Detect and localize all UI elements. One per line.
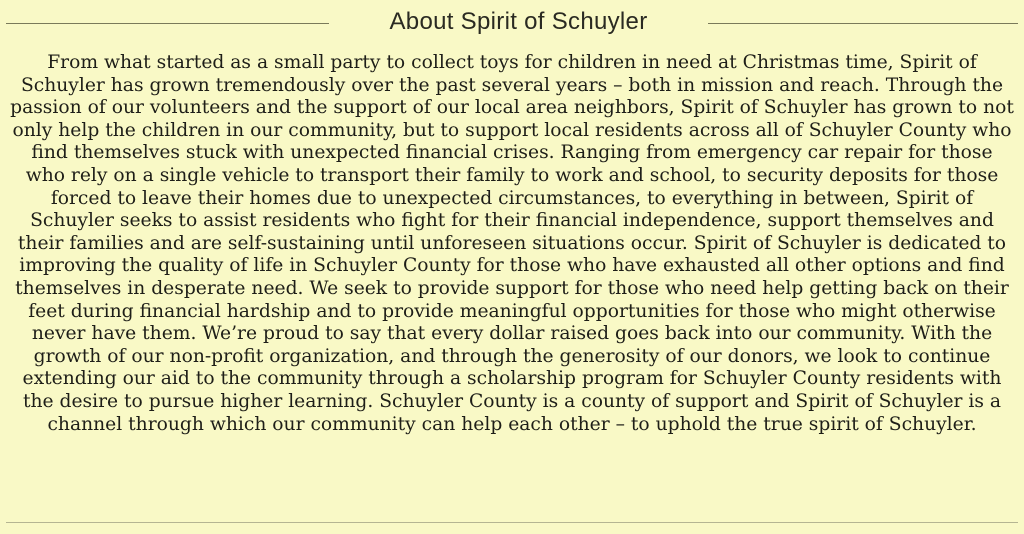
about-paragraph: From what started as a small party to collect toys for children in need at Christmas time, Spirit of Schuyler has grown tremendously over the past several years – both in mission and reach. Through the passion of our volunteers and the support of our local area neighbors, Spirit of Schuyler has grown to not only help the children in our community, but to support local residents across all of Schuyler County who find themselves stuck with unexpected financial crises. Ranging from emergency car repair for those who rely on a single vehicle to transport their family to work and school, to security deposits for those forced to leave their homes due to unexpected circumstances, to everything in between, Spirit of Schuyler seeks to assist residents who fight for their financial independence, support themselves and their families and are self-sustaining until unforeseen situations occur. Spirit of Schuyler is dedicated to improving the quality of life in Schuyler County for those who have exhausted all other options and find themselves in desperate need. We seek to provide support for those who need help getting back on their feet during financial hardship and to provide meaningful opportunities for those who might otherwise never have them. We’re proud to say that every dollar raised goes back into our community. With the growth of our non-profit organization, and through the generosity of our donors, we look to continue extending our aid to the community through a scholarship program for Schuyler County residents with the desire to pursue higher learning. Schuyler County is a county of support and Spirit of Schuyler is a channel through which our community can help each other – to uphold the true spirit of Schuyler. [10, 52, 1014, 435]
bottom-rule [6, 522, 1018, 523]
header-rule-right [708, 23, 1018, 24]
header-rule-left [6, 23, 329, 24]
section-header [0, 4, 1024, 42]
section-title: About Spirit of Schuyler [389, 8, 648, 35]
